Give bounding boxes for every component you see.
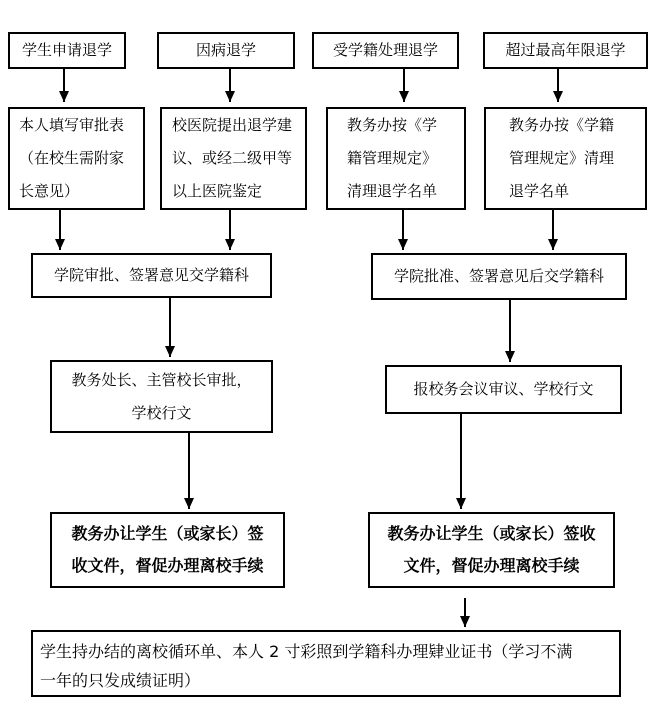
node-label: 学院批准、签署意见后交学籍科 xyxy=(393,267,604,285)
arrow-sign-right-to-final xyxy=(464,598,466,627)
arrow-hospital-to-college-left xyxy=(229,210,231,250)
node-label: 超过最高年限退学 xyxy=(505,41,626,59)
node-label: 报校务会议审议、学校行文 xyxy=(413,380,594,398)
node-label: 教务办让学生（或家长）签收文件，督促办理离校手续 xyxy=(71,524,264,575)
node-label: 校医院提出退学建议、或经二级甲等以上医院鉴定 xyxy=(172,116,293,200)
node-college-approval-left xyxy=(31,253,272,298)
node-sign-documents-left xyxy=(50,512,285,588)
node-label: 教务办按《学籍管理规定》清理退学名单 xyxy=(509,116,615,200)
node-label: 学生申请退学 xyxy=(21,41,112,59)
node-discipline-withdrawal xyxy=(312,32,459,69)
node-label: 教务处长、主管校长审批，学校行文 xyxy=(71,370,252,422)
arrow-form-to-college-left xyxy=(59,210,61,250)
node-label: 本人填写审批表（在校生需附家长意见） xyxy=(19,116,125,200)
node-label: 教务办让学生（或家长）签收文件，督促办理离校手续 xyxy=(387,524,596,575)
node-registrar-list-overage xyxy=(484,107,647,210)
node-registrar-list-discipline xyxy=(326,107,466,210)
arrow-list2-to-college-right xyxy=(552,210,554,250)
node-label: 教务办按《学籍管理规定》清理退学名单 xyxy=(347,116,438,200)
arrow-illness-to-hospital xyxy=(229,69,231,102)
node-school-council-review xyxy=(385,365,622,414)
node-final-certificate xyxy=(31,630,621,697)
node-overage-withdrawal xyxy=(483,32,648,69)
arrow-apply-to-form xyxy=(63,69,65,102)
node-illness-withdrawal xyxy=(157,32,295,69)
node-apply-withdrawal xyxy=(8,32,126,69)
arrow-council-to-sign-right xyxy=(460,414,462,509)
node-label: 因病退学 xyxy=(195,41,256,59)
node-sign-documents-right xyxy=(368,512,615,588)
node-college-approval-right xyxy=(371,253,627,300)
arrow-dean-to-sign-left xyxy=(188,433,190,509)
node-label: 学院审批、签署意见交学籍科 xyxy=(53,266,249,284)
arrow-discipline-to-list xyxy=(403,69,405,102)
arrow-college-right-to-council xyxy=(509,300,511,362)
arrow-overage-to-list xyxy=(557,69,559,102)
node-fill-approval-form xyxy=(8,107,145,210)
arrow-list-to-college-right xyxy=(402,210,404,250)
arrow-college-left-to-dean xyxy=(169,298,171,357)
node-label: 学生持办结的离校循环单、本人 2 寸彩照到学籍科办理肄业证书（学习不满一年的只发成绩证明） xyxy=(40,642,573,690)
node-label: 受学籍处理退学 xyxy=(332,41,438,59)
node-dean-approval xyxy=(50,360,273,433)
node-hospital-recommendation xyxy=(160,107,307,210)
